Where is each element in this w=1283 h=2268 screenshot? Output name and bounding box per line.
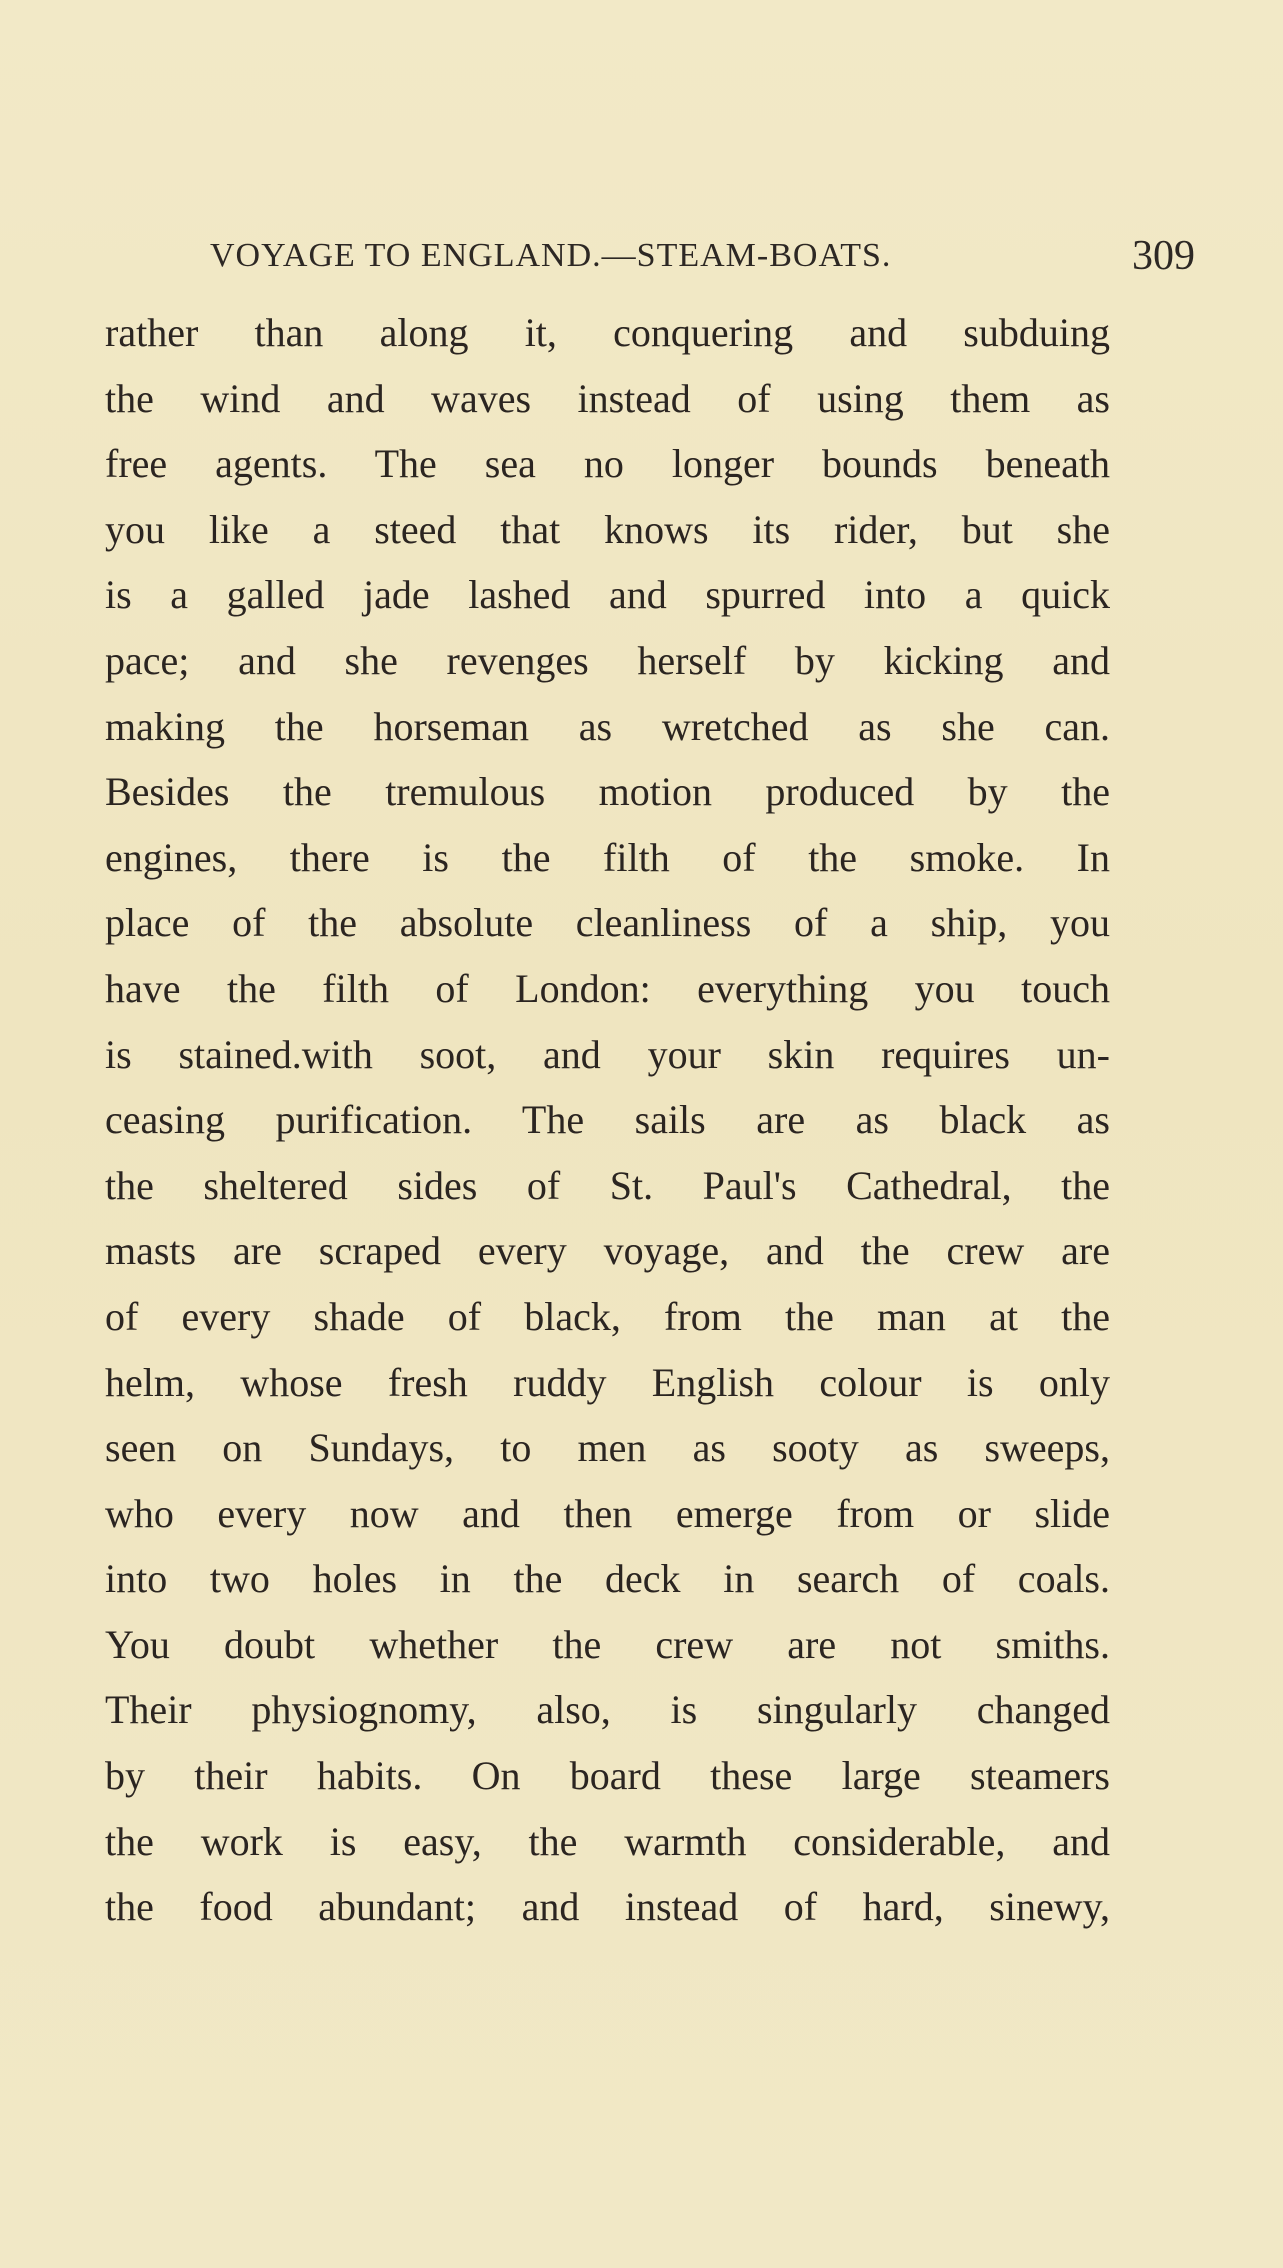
text-line: is stained.with soot, and your skin requires un- xyxy=(105,1031,1110,1077)
text-line: you like a steed that knows its rider, but she xyxy=(105,506,1110,552)
text-line: the work is easy, the warmth considerable, and xyxy=(105,1818,1110,1864)
text-line: helm, whose fresh ruddy English colour is only xyxy=(105,1359,1110,1405)
text-line: making the horseman as wretched as she can. xyxy=(105,703,1110,749)
body-text xyxy=(105,300,1110,1940)
text-line: free agents. The sea no longer bounds beneath xyxy=(105,441,1110,487)
text-line: is a galled jade lashed and spurred into a quick xyxy=(105,572,1110,618)
text-line: the wind and waves instead of using them as xyxy=(105,375,1110,421)
text-line: ceasing purification. The sails are as black as xyxy=(105,1097,1110,1143)
text-line: pace; and she revenges herself by kicking and xyxy=(105,637,1110,683)
text-line: rather than along it, conquering and subduing xyxy=(105,310,1110,355)
text-line: the food abundant; and instead of hard, sinewy, xyxy=(105,1884,1110,1930)
text-line: by their habits. On board these large steamers xyxy=(105,1753,1110,1799)
text-line: masts are scraped every voyage, and the crew are xyxy=(105,1228,1110,1274)
text-line: Besides the tremulous motion produced by the xyxy=(105,769,1110,815)
text-line: the sheltered sides of St. Paul's Cathedral, the xyxy=(105,1162,1110,1208)
running-title: VOYAGE TO ENGLAND.—STEAM-BOATS. xyxy=(210,237,892,274)
text-line: Their physiognomy, also, is singularly changed xyxy=(105,1687,1110,1733)
text-line: who every now and then emerge from or slide xyxy=(105,1490,1110,1536)
text-line: have the filth of London: everything you touch xyxy=(105,965,1110,1011)
text-line: into two holes in the deck in search of coals. xyxy=(105,1556,1110,1602)
running-head xyxy=(105,228,1195,284)
page-number: 309 xyxy=(1132,233,1195,279)
text-line: engines, there is the filth of the smoke. In xyxy=(105,834,1110,880)
text-line: place of the absolute cleanliness of a ship, you xyxy=(105,900,1110,946)
text-line: You doubt whether the crew are not smiths. xyxy=(105,1621,1110,1667)
text-line: of every shade of black, from the man at the xyxy=(105,1293,1110,1339)
text-line: seen on Sundays, to men as sooty as sweeps, xyxy=(105,1425,1110,1471)
